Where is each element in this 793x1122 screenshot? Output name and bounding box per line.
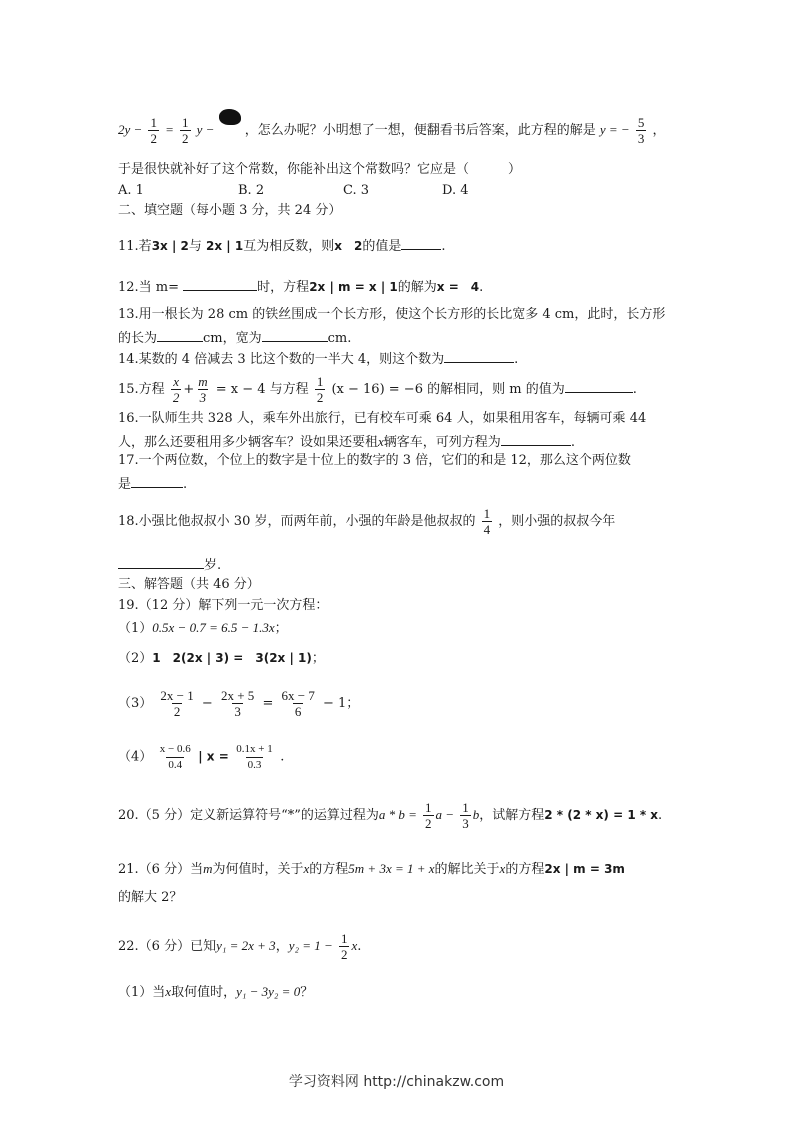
answer-blank	[565, 379, 633, 393]
question-18-line-2: 岁.	[118, 555, 221, 574]
question-21: 21.（6 分）当m为何值时，关于x的方程5m + 3x = 1 + x的解比关于x的方程2x | m = 3m	[118, 861, 625, 877]
option-d: D. 4	[442, 183, 469, 198]
question-22-part-1: （1）当x取何值时，y₁ − 3y₂ = 0？	[118, 984, 314, 1000]
answer-blank	[183, 277, 257, 291]
answer-blank	[444, 349, 514, 363]
section-2-title: 二、填空题（每小题 3 分，共 24 分）	[118, 203, 342, 218]
question-13-line-1: 13.用一根长为 28 cm 的铁丝围成一个长方形，使这个长方形的长比宽多 4 cm，此时，长方形	[118, 307, 666, 322]
question-19-title: 19.（12 分）解下列一元一次方程：	[118, 598, 329, 613]
q10-frac-solution: $\frac{5}{3}$	[637, 115, 645, 146]
q10-text: ，怎么办呢？小明想了一想，便翻看书后答案，此方程的解是	[244, 123, 596, 138]
q10-options	[118, 183, 618, 199]
q10-eq-prefix: 2y −	[118, 122, 143, 137]
q19-part-1: （1）0.5x − 0.7 = 6.5 − 1.3x；	[118, 620, 288, 636]
question-16-line-2: 人，那么还要租用多少辆客车？设如果还要租x辆客车，可列方程为 .	[118, 434, 575, 450]
question-21-line-2: 的解大 2？	[118, 890, 183, 905]
q10-equation-line: 2y − $\frac{1}{2}$ = $\frac{1}{2}$ y − ，怎么办呢？小明想了一想，便翻看书后答案，此方程的解是 y = − $\frac{5}{3}$ ，	[118, 115, 666, 146]
section-3-title: 三、解答题（共 46 分）	[118, 577, 260, 592]
question-22: 22.（6 分）已知y₁ = 2x + 3，y₂ = 1 − $\frac{1}{2}$ x.	[118, 931, 362, 962]
q10-text-line-2: 于是很快就补好了这个常数，你能补出这个常数吗？它应是（ ）	[118, 162, 522, 177]
answer-blank	[157, 328, 203, 342]
ink-blot-icon	[219, 109, 241, 125]
question-17-line-1: 17.一个两位数，个位上的数字是十位上的数字的 3 倍，它们的和是 12，那么这个两位数	[118, 453, 631, 468]
option-a: A. 1	[118, 183, 144, 198]
question-11: 11.若3x | 2与 2x | 1互为相反数，则x 2的值是 .	[118, 236, 445, 255]
question-20: 20.（5 分）定义新运算符号“*”的运算过程为a * b = $\frac{1}{2}$ a − $\frac{1}{3}$ b，试解方程2 * (2 * x) = 1 * x.	[118, 800, 663, 831]
question-14: 14.某数的 4 倍减去 3 比这个数的一半大 4，则这个数为 .	[118, 349, 518, 368]
option-b: B. 2	[238, 183, 265, 198]
answer-blank	[118, 555, 204, 569]
answer-blank	[501, 432, 571, 446]
question-13-line-2: 的长为 cm，宽为 cm.	[118, 328, 351, 347]
answer-blank	[131, 474, 183, 488]
question-12: 12.当 m= 时，方程2x | m = x | 1的解为x = 4.	[118, 277, 483, 296]
answer-blank	[401, 236, 441, 250]
option-c: C. 3	[343, 183, 370, 198]
q19-part-4: （4） $\frac{x - 0.6}{0.4}$ | x = $\frac{0.1x + 1}{0.3}$ .	[118, 743, 285, 771]
q10-frac-half: $\frac{1}{2}$	[150, 115, 157, 146]
question-18: 18.小强比他叔叔小 30 岁，而两年前，小强的年龄是他叔叔的 $\frac{1}{4}$ ，则小强的叔叔今年	[118, 506, 616, 537]
footer-watermark: 学习资料网 http://chinakzw.com	[288, 1074, 505, 1090]
answer-blank	[262, 328, 328, 342]
question-17-line-2: 是 .	[118, 474, 187, 493]
q19-part-3: （3） $\frac{2x - 1}{2}$ − $\frac{2x + 5}{3}$ = $\frac{6x - 7}{6}$ − 1；	[118, 688, 360, 719]
q10-frac-half-2: $\frac{1}{2}$	[182, 115, 189, 146]
q19-part-2: （2）1 2(2x | 3) = 3(2x | 1)；	[118, 651, 325, 666]
question-16-line-1: 16.一队师生共 328 人，乘车外出旅行，已有校车可乘 64 人，如果租用客车，每辆可乘 44	[118, 411, 647, 426]
q10-solution: y = −	[599, 122, 630, 137]
question-15: 15.方程 $\frac{x}{2}$ + $\frac{m}{3}$ = x − 4 与方程 $\frac{1}{2}$ (x − 16) = −6 的解相同，则 m 的值为 .	[118, 374, 637, 405]
